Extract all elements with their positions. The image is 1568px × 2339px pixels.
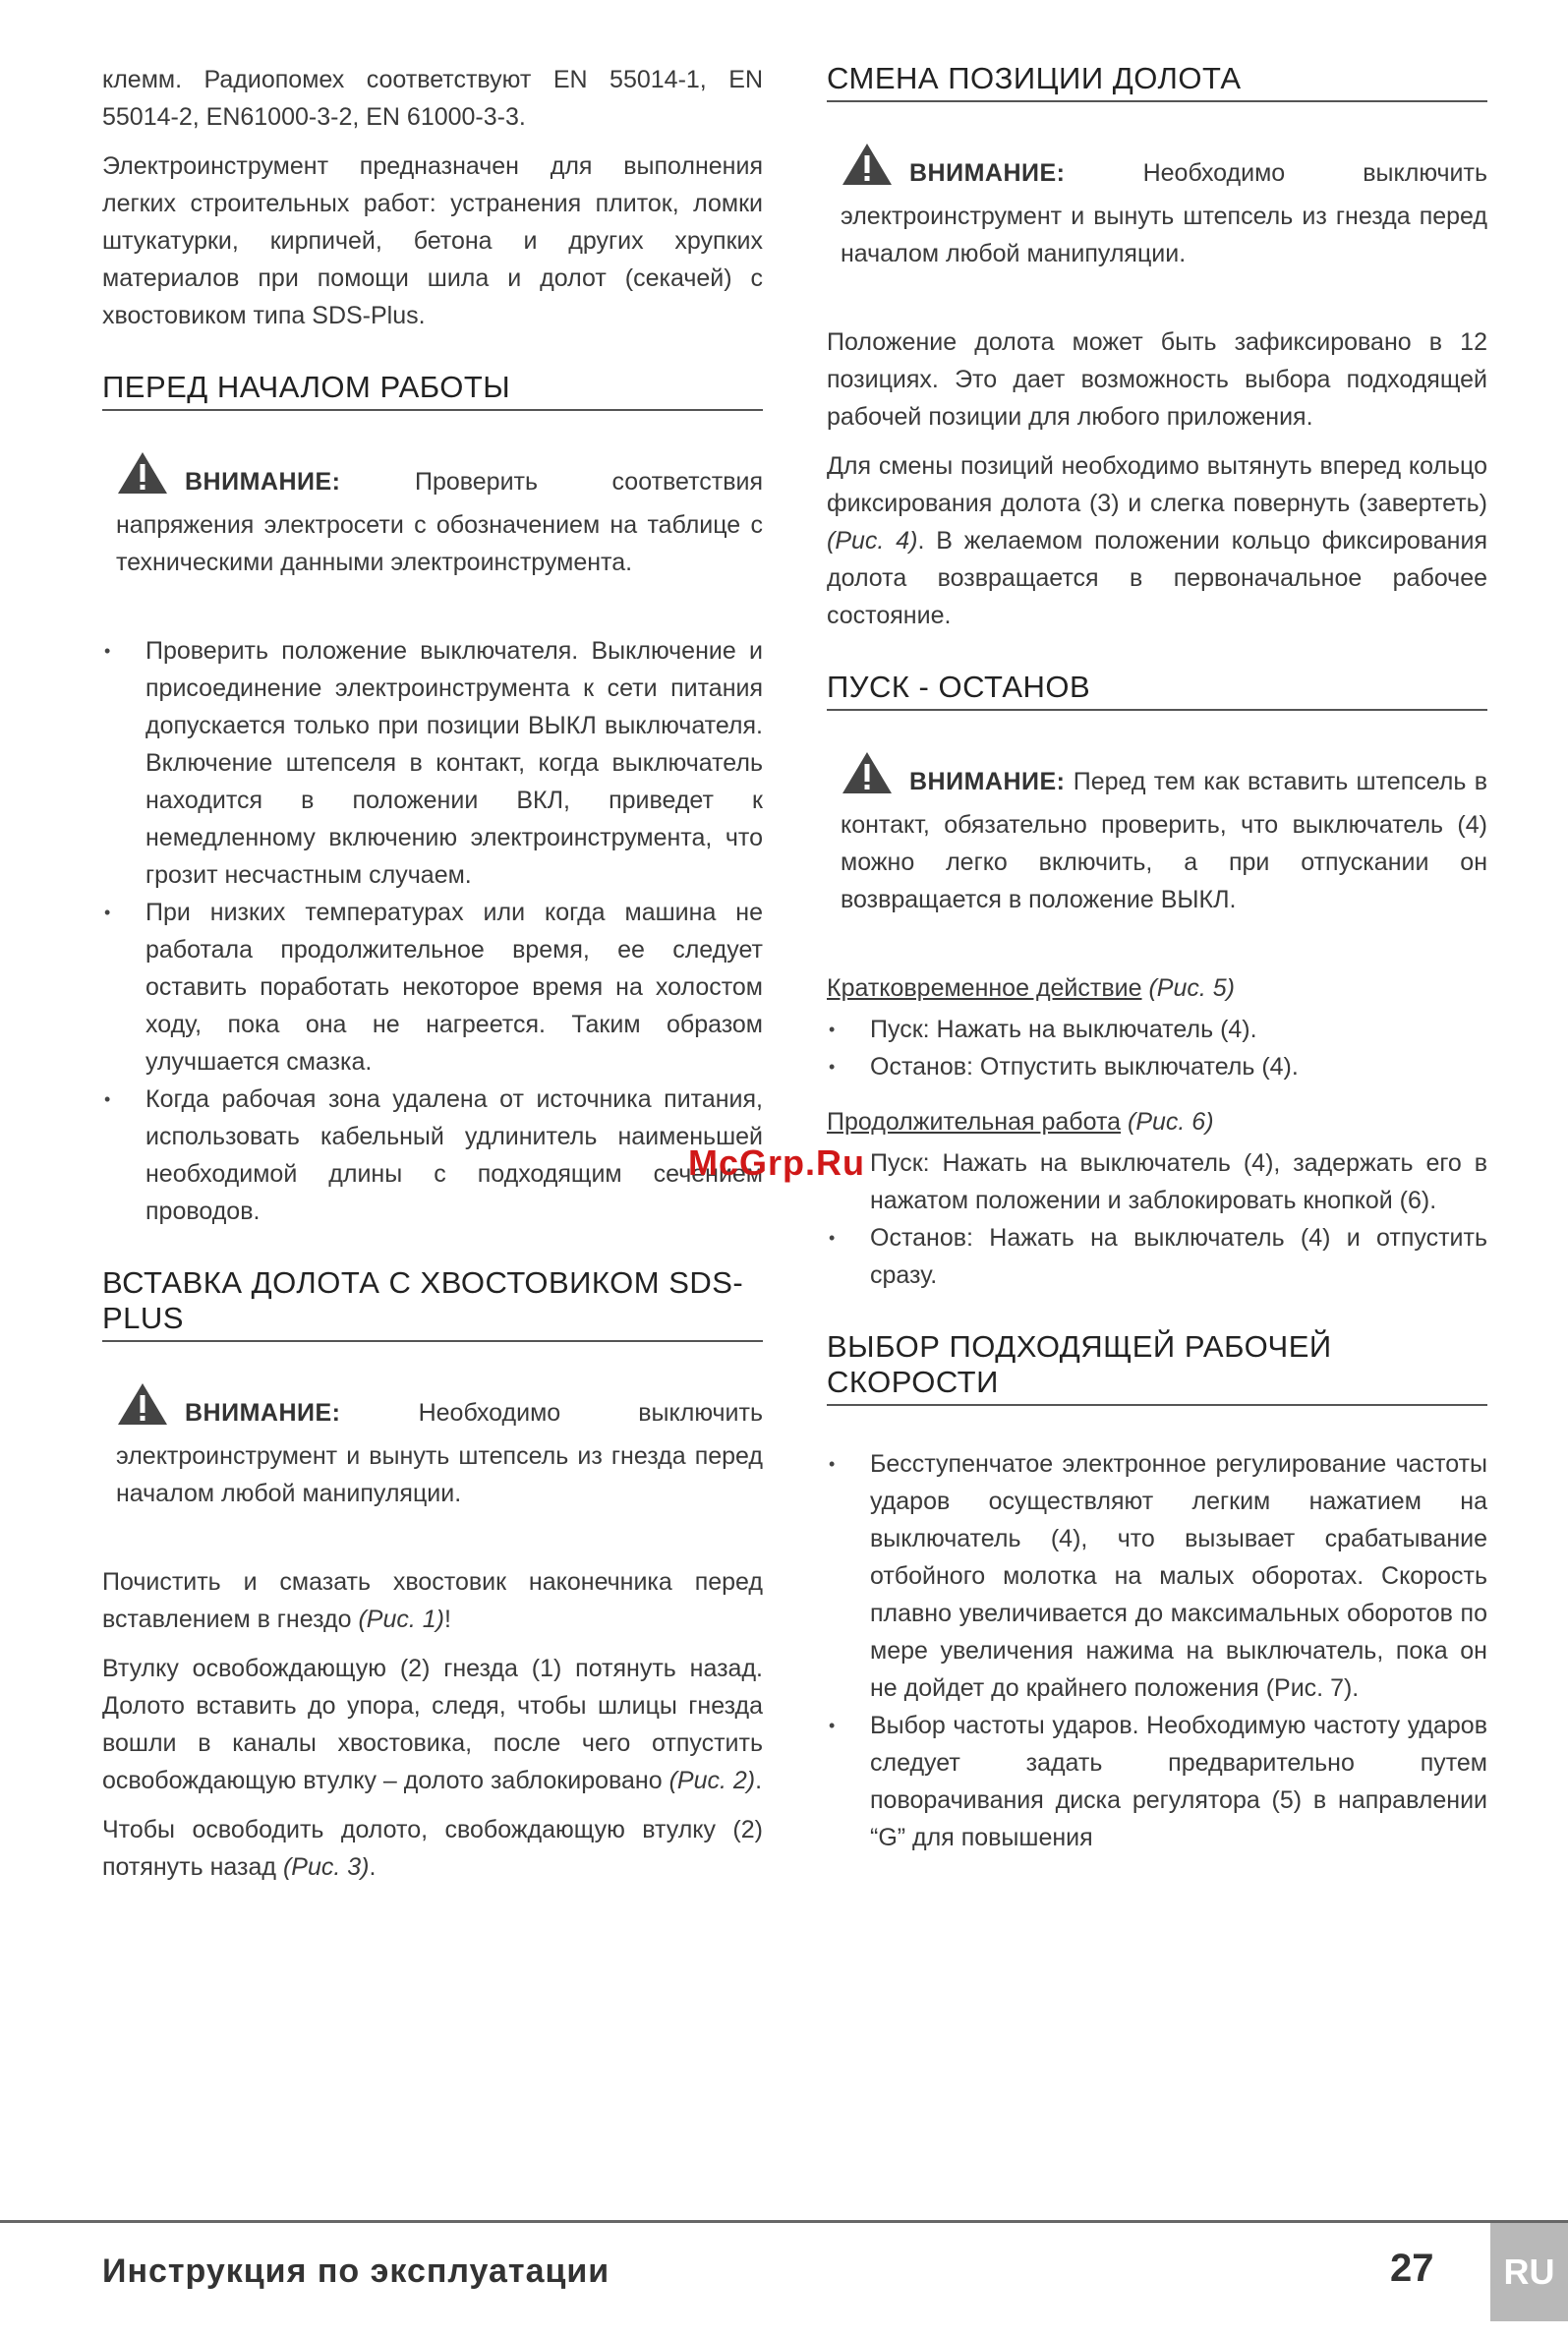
subheading-continuous: Продолжительная работа (Рис. 6) xyxy=(827,1108,1214,1136)
list-item: • Останов: Отпустить выключатель (4). xyxy=(827,1048,1487,1085)
watermark-text: McGrp.Ru xyxy=(688,1142,866,1183)
warning-unplug-2 xyxy=(827,142,1487,272)
warning-triangle-icon xyxy=(116,1381,169,1437)
heading-insert-bit: ВСТАВКА ДОЛОТА С ХВОСТОВИКОМ SDS-PLUS xyxy=(102,1265,763,1342)
warning-label: ВНИМАНИЕ: xyxy=(185,1399,341,1427)
continuous-list xyxy=(827,1144,1487,1294)
page-number: 27 xyxy=(1390,2247,1434,2290)
list-item: • Пуск: Нажать на выключатель (4), задержать его в нажатом положении и заблокировать кнопкой (6). xyxy=(827,1144,1487,1219)
list-item: • Бесступенчатое электронное регулирование частоты ударов осуществляют легким нажатием на выключатель (4), что вызывает срабатывание отбойного молотка на малых оборотах. Скорость плавно увеличивается до максимальных оборотов по мере увеличения нажима на выключатель, пока он не дойдет до крайнего положения (Рис. 7). xyxy=(827,1445,1487,1707)
warning-triangle-icon xyxy=(841,750,894,806)
paragraph-purpose: Электроинструмент предназначен для выполнения легких строительных работ: устранения плиток, ломки штукатурки, кирпичей, бетона и других хрупких материалов при помощи шила и долот (секачей) с хвостовиком типа SDS-Plus. xyxy=(102,152,763,329)
paragraph-emc: клемм. Радиопомех соответствуют EN 55014-1, EN 55014-2, EN61000-3-2, EN 61000-3-3. xyxy=(102,66,763,131)
heading-change-position: СМЕНА ПОЗИЦИИ ДОЛОТА xyxy=(827,61,1487,102)
warning-label: ВНИМАНИЕ: xyxy=(909,768,1066,795)
paragraph-release: Чтобы освободить долото, свобождающую втулку (2) потянуть назад (Рис. 3). xyxy=(102,1816,763,1881)
heading-start-stop: ПУСК - ОСТАНОВ xyxy=(827,670,1487,711)
paragraph-positions: Положение долота может быть зафиксировано в 12 позициях. Это дает возможность выбора подходящей рабочей позиции для любого приложения. xyxy=(827,328,1487,431)
list-item: • При низких температурах или когда машина не работала продолжительное время, ее следует оставить поработать некоторое время на холостом ходу, пока она не нагреется. Таким образом улучшается смазка. xyxy=(102,894,763,1081)
warning-switch-check xyxy=(827,750,1487,918)
paragraph-change-ring: Для смены позиций необходимо вытянуть вперед кольцо фиксирования долота (3) и слегка повернуть (завертеть) (Рис. 4). В желаемом положении кольцо фиксирования долота возвращается в первоначальное рабочее состояние. xyxy=(827,452,1487,629)
warning-triangle-icon xyxy=(841,142,894,198)
heading-before-work: ПЕРЕД НАЧАЛОМ РАБОТЫ xyxy=(102,370,763,411)
warning-unplug xyxy=(102,1381,763,1512)
page-footer xyxy=(0,2220,1568,2339)
left-column xyxy=(102,61,763,1898)
warning-text: Необходимо выключить электроинструмент и вынуть штепсель из гнезда перед началом любой манипуляции. xyxy=(841,159,1487,267)
footer-title: Инструкция по эксплуатации xyxy=(102,2252,610,2290)
list-item: • Когда рабочая зона удалена от источника питания, использовать кабельный удлинитель наименьшей необходимой длины с подходящим сечением проводов. xyxy=(102,1081,763,1230)
subheading-short-action: Кратковременное действие (Рис. 5) xyxy=(827,974,1235,1002)
right-column xyxy=(827,61,1487,1874)
warning-voltage xyxy=(102,450,763,581)
warning-triangle-icon xyxy=(116,450,169,506)
short-action-list xyxy=(827,1011,1487,1085)
paragraph-insert: Втулку освобождающую (2) гнезда (1) потянуть назад. Долото вставить до упора, следя, чтобы шлицы гнезда вошли в каналы хвостовика, после чего отпустить освобождающую втулку – долото заблокировано (Рис. 2). xyxy=(102,1655,763,1794)
speed-list xyxy=(827,1445,1487,1856)
precautions-list xyxy=(102,632,763,1230)
language-tab: RU xyxy=(1490,2223,1568,2321)
list-item: • Выбор частоты ударов. Необходимую частоту ударов следует задать предварительно путем поворачивания диска регулятора (5) в направлении “G” для повышения xyxy=(827,1707,1487,1856)
warning-label: ВНИМАНИЕ: xyxy=(185,468,341,496)
warning-label: ВНИМАНИЕ: xyxy=(909,159,1066,187)
warning-text: Проверить соответствия напряжения электросети с обозначением на таблице с техническими данными электроинструмента. xyxy=(116,468,763,576)
list-item: • Останов: Нажать на выключатель (4) и отпустить сразу. xyxy=(827,1219,1487,1294)
paragraph-clean: Почистить и смазать хвостовик наконечника перед вставлением в гнездо (Рис. 1)! xyxy=(102,1568,763,1633)
list-item: • Проверить положение выключателя. Выключение и присоединение электроинструмента к сети питания допускается только при позиции ВЫКЛ выключателя. Включение штепселя в контакт, когда выключатель находится в положении ВКЛ, приведет к немедленному включению электроинструмента, что грозит несчастным случаем. xyxy=(102,632,763,894)
heading-speed: ВЫБОР ПОДХОДЯЩЕЙ РАБОЧЕЙ СКОРОСТИ xyxy=(827,1329,1487,1406)
warning-text: Перед тем как вставить штепсель в контакт, обязательно проверить, что выключатель (4) можно легко включить, а при отпускании он возвращается в положение ВЫКЛ. xyxy=(841,768,1487,913)
list-item: • Пуск: Нажать на выключатель (4). xyxy=(827,1011,1487,1048)
warning-text: Необходимо выключить электроинструмент и вынуть штепсель из гнезда перед началом любой манипуляции. xyxy=(116,1399,763,1507)
